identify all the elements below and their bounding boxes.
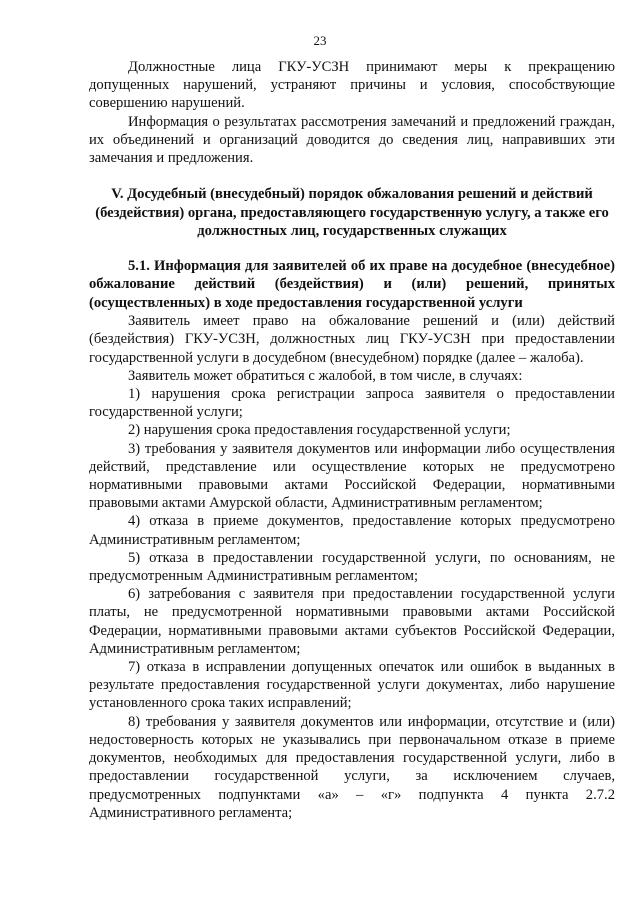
paragraph-officials-measures: Должностные лица ГКУ-УСЗН принимают меры к прекращению допущенных нарушений, устраняют причины и условия, способствующие совершению нарушений. (89, 59, 615, 112)
list-item: 8) требования у заявителя документов или информации, отсутствие и (или) недостоверность которых не указывались при первоначальном отказе в приеме документов, необходимых для предоставления государственной услуги, либо в предоставлении государственной услуги, за исключением случаев, предусмотренных подпунктами «а» – «г» подпункта 4 пункта 2.7.2 Административного регламента; (89, 713, 615, 821)
list-item: 4) отказа в приеме документов, предоставление которых предусмотрено Административным регламентом; (89, 513, 615, 548)
paragraph-appeal-right: Заявитель имеет право на обжалование решений и (или) действий (бездействия) ГКУ-УСЗН, должностных лиц ГКУ-УСЗН при предоставлении государственной услуги в досудебном (внесудебном) порядке (далее – жалоба). (89, 313, 615, 366)
list-item: 2) нарушения срока предоставления государственной услуги; (128, 422, 511, 439)
list-item: 5) отказа в предоставлении государственной услуги, по основаниям, не предусмотренным Административным регламентом; (89, 549, 615, 585)
list-item: 7) отказа в исправлении допущенных опечаток или ошибок в выданных в результате предоставления государственной услуги документах, либо нарушение установленного срока таких исправлений; (89, 659, 615, 712)
subsection-heading: 5.1. Информация для заявителей об их праве на досудебное (внесудебное) обжалование действий (бездействия) и (или) решений, принятых (осуществленных) в ходе предоставления государственной услуги (89, 257, 615, 311)
list-item: 3) требования у заявителя документов или информации либо осуществления действий, представление или осуществление которых не предусмотрено нормативными правовыми актами Российской Федерации, нормативными правовыми актами Амурской области, Административным регламентом; (89, 440, 615, 512)
page-number: 23 (313, 33, 327, 48)
paragraph-appeal-cases: Заявитель может обратиться с жалобой, в том числе, в случаях: (128, 367, 523, 384)
paragraph-results-information: Информация о результатах рассмотрения замечаний и предложений граждан, их объединений и организаций доводится до сведения лиц, направивших эти замечания и предложения. (89, 113, 615, 167)
list-item: 6) затребования с заявителя при предоставлении государственной услуги платы, не предусмотренной нормативными правовыми актами Российской Федерации, нормативными правовыми актами субъектов Российской Федерации, Административным регламентом; (89, 586, 615, 657)
document-body (89, 58, 615, 822)
list-item: 1) нарушения срока регистрации запроса заявителя о предоставлении государственной услуги; (89, 386, 615, 421)
section-heading: V. Досудебный (внесудебный) порядок обжалования решений и действий (бездействия) органа, предоставляющего государственную услугу, а также его должностных лиц, государственных служащих (95, 186, 609, 240)
